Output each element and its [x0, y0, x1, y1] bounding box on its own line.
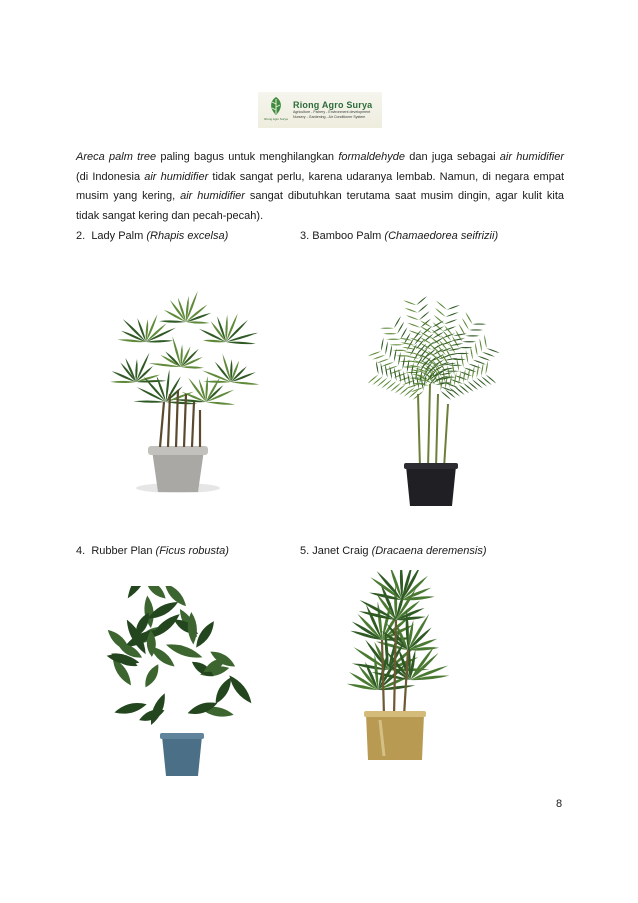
caption-name: Lady Palm: [91, 230, 144, 242]
caption-name: Rubber Plan: [91, 545, 153, 557]
rubber-plant-image: [76, 586, 270, 780]
logo-brand-name: Riong Agro Surya: [293, 100, 373, 110]
intro-paragraph: [76, 148, 564, 226]
text-span: (di Indonesia: [76, 170, 145, 183]
caption-number: 4.: [76, 545, 86, 557]
company-logo: [258, 92, 382, 128]
caption-latin: (Chamaedorea seifrizii): [384, 230, 499, 242]
leaf-logo-icon: [263, 95, 289, 125]
caption-latin: (Ficus robusta): [155, 545, 229, 557]
logo-tagline-1: Agriculture - Fishery - Environment development: [293, 110, 371, 114]
caption-latin: (Rhapis excelsa): [146, 230, 229, 242]
term-air-humidifier: air humidifier: [499, 151, 564, 163]
text-span: sangat dibutuhkan terutama saat musim dingin, agar kulit kita tidak sangat kering dan pecah-pecah).: [76, 190, 564, 222]
logo-mini-text: Riong Agro Surya: [264, 117, 288, 121]
caption-number: 2.: [76, 230, 86, 242]
caption-name: Janet Craig: [312, 545, 369, 557]
caption-bamboo-palm: [300, 229, 498, 243]
text-span: dan juga sebagai: [405, 151, 500, 163]
text-span: paling bagus untuk menghilangkan: [156, 151, 339, 163]
caption-name: Bamboo Palm: [312, 230, 382, 242]
lady-palm-image: [96, 282, 276, 500]
term-formaldehyde: formaldehyde: [338, 151, 405, 163]
janet-craig-image: [318, 570, 478, 764]
page-number: 8: [556, 798, 563, 810]
caption-number: 5.: [300, 545, 310, 557]
text-span: tidak sangat perlu, karena udaranya lembab. Namun, di negara empat musim yang kering,: [76, 170, 565, 202]
logo-tagline-2: Nursery - Gardening - Air Conditioner System: [293, 115, 366, 119]
term-areca: Areca palm tree: [76, 151, 157, 163]
caption-latin: (Dracaena deremensis): [371, 545, 487, 557]
term-air-humidifier: air humidifier: [180, 190, 245, 202]
term-air-humidifier: air humidifier: [144, 170, 209, 183]
caption-rubber-plan: [76, 544, 229, 558]
bamboo-palm-image: [340, 244, 530, 506]
caption-lady-palm: [76, 229, 228, 243]
caption-janet-craig: [300, 544, 487, 558]
caption-number: 3.: [300, 230, 310, 242]
